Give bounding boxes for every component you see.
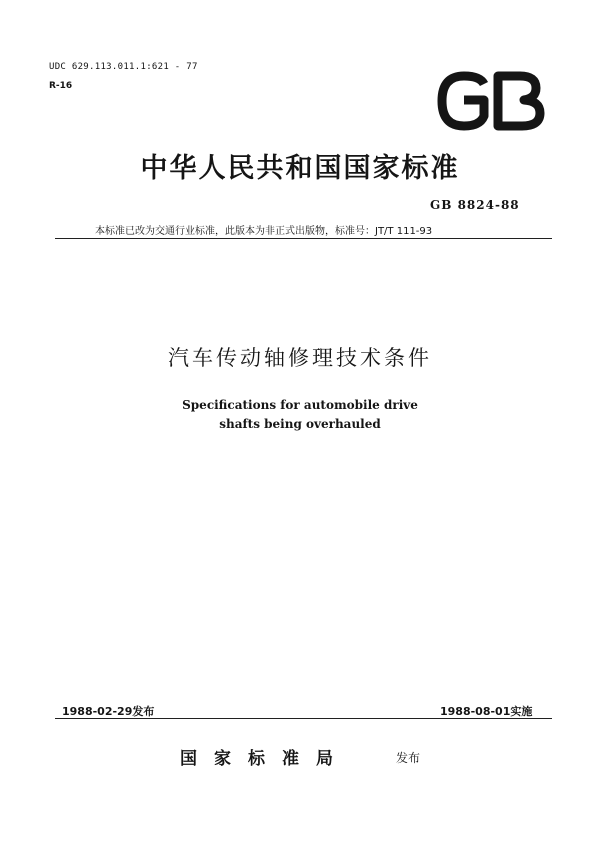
logo-text: GB (436, 70, 438, 71)
implementation-date: 1988-08-01实施 (440, 705, 533, 718)
notice-text: 本标准已改为交通行业标准，此版本为非正式出版物，标准号：JT/T 111-93 (95, 226, 433, 237)
title-en-line1: Specifications for automobile drive (182, 398, 418, 412)
title-en-line2: shafts being overhauled (219, 417, 381, 431)
udc-code: UDC 629.113.011.1:621 - 77 (49, 62, 198, 72)
footer-divider (55, 718, 552, 719)
gb-logo (436, 70, 546, 132)
publisher: 国家标准局 (180, 749, 350, 769)
document-title-en (0, 396, 600, 434)
organization-title: 中华人民共和国国家标准 (140, 153, 460, 184)
standard-number: GB 8824-88 (430, 198, 520, 212)
document-title-cn: 汽车传动轴修理技术条件 (168, 346, 432, 370)
issue-date: 1988-02-29发布 (62, 705, 155, 718)
publish-label: 发布 (396, 751, 421, 765)
classification-code: R-16 (49, 81, 73, 91)
header-divider (55, 238, 552, 239)
